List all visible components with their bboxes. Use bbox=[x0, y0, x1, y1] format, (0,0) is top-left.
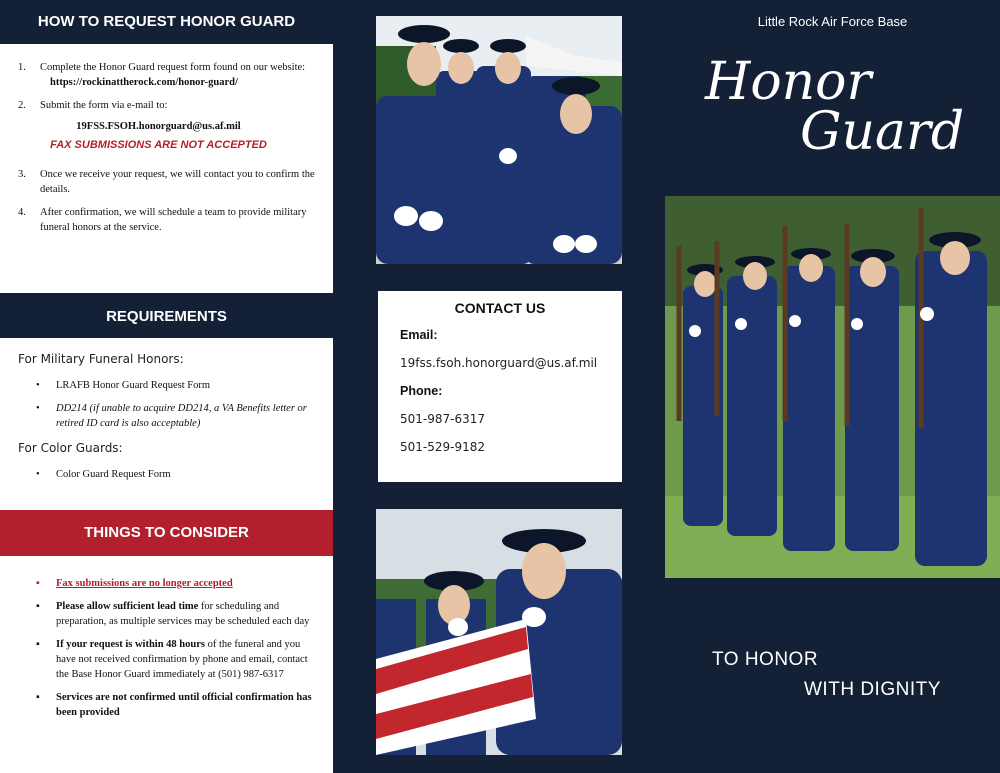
contact-email-label: Email: bbox=[400, 328, 438, 342]
honor-guard-image bbox=[376, 16, 622, 264]
contact-header: CONTACT US bbox=[454, 300, 546, 316]
motto-line-2: WITH DIGNITY bbox=[804, 679, 941, 700]
contact-phone-2[interactable]: 501-529-9182 bbox=[400, 440, 486, 454]
funeral-item: • LRAFB Honor Guard Request Form bbox=[36, 380, 210, 391]
contact-email[interactable]: 19fss.fsoh.honorguard@us.af.mil bbox=[400, 356, 598, 370]
request-email[interactable]: 19FSS.FSOH.honorguard@us.af.mil bbox=[76, 121, 241, 132]
consider-panel bbox=[0, 556, 333, 773]
requirements-header: REQUIREMENTS bbox=[0, 298, 333, 336]
step-1: 1. Complete the Honor Guard request form found on our website: https://rockinattherock.com/honor-guard/ bbox=[0, 60, 317, 90]
request-header: HOW TO REQUEST HONOR GUARD bbox=[0, 0, 333, 44]
consider-item: ▪ Please allow sufficient lead time for scheduling and preparation, as multiple services may be scheduled each day bbox=[36, 601, 310, 627]
contact-phone-label: Phone: bbox=[400, 384, 443, 398]
rifle-team-image bbox=[665, 196, 1000, 578]
step-4: 4. After confirmation, we will schedule a team to provide military funeral honors at the service. bbox=[18, 207, 307, 233]
step-3: 3. Once we receive your request, we will contact you to confirm the details. bbox=[18, 169, 315, 195]
funeral-item: • DD214 (if unable to acquire DD214, a VA Benefits letter or retired ID card is also acceptable) bbox=[36, 403, 307, 429]
funeral-label: For Military Funeral Honors: bbox=[18, 352, 184, 366]
consider-header: THINGS TO CONSIDER bbox=[0, 510, 333, 556]
title-guard: Guard bbox=[800, 102, 965, 162]
consider-item: ▪ Services are not confirmed until official confirmation has been provided bbox=[36, 692, 312, 718]
step-2: 2. Submit the form via e-mail to: 19FSS.FSOH.honorguard@us.af.mil FAX SUBMISSIONS ARE NOT ACCEPTED bbox=[0, 98, 317, 153]
photo-honor-guard-formation bbox=[376, 16, 622, 264]
base-name: Little Rock Air Force Base bbox=[757, 14, 908, 29]
fax-warning: FAX SUBMISSIONS ARE NOT ACCEPTED bbox=[50, 139, 267, 151]
contact-phone-1[interactable]: 501-987-6317 bbox=[400, 412, 486, 426]
request-url[interactable]: https://rockinattherock.com/honor-guard/ bbox=[50, 77, 238, 88]
flag-ceremony-image bbox=[376, 509, 622, 755]
color-label: For Color Guards: bbox=[18, 441, 123, 455]
requirements-panel bbox=[0, 338, 333, 510]
photo-rifle-team bbox=[665, 196, 1000, 578]
consider-item: ▪ If your request is within 48 hours of the funeral and you have not received confirmation by phone and email, contact the Base Honor Guard immediately at (501) 987-6317 bbox=[36, 639, 308, 680]
motto-line-1: TO HONOR bbox=[712, 649, 819, 670]
consider-item: ▪ Fax submissions are no longer accepted bbox=[36, 578, 233, 589]
photo-flag-ceremony bbox=[376, 509, 622, 755]
title-honor: Honor bbox=[705, 52, 872, 112]
color-item: • Color Guard Request Form bbox=[36, 469, 171, 480]
contact-panel bbox=[378, 291, 622, 482]
request-panel bbox=[0, 44, 333, 293]
